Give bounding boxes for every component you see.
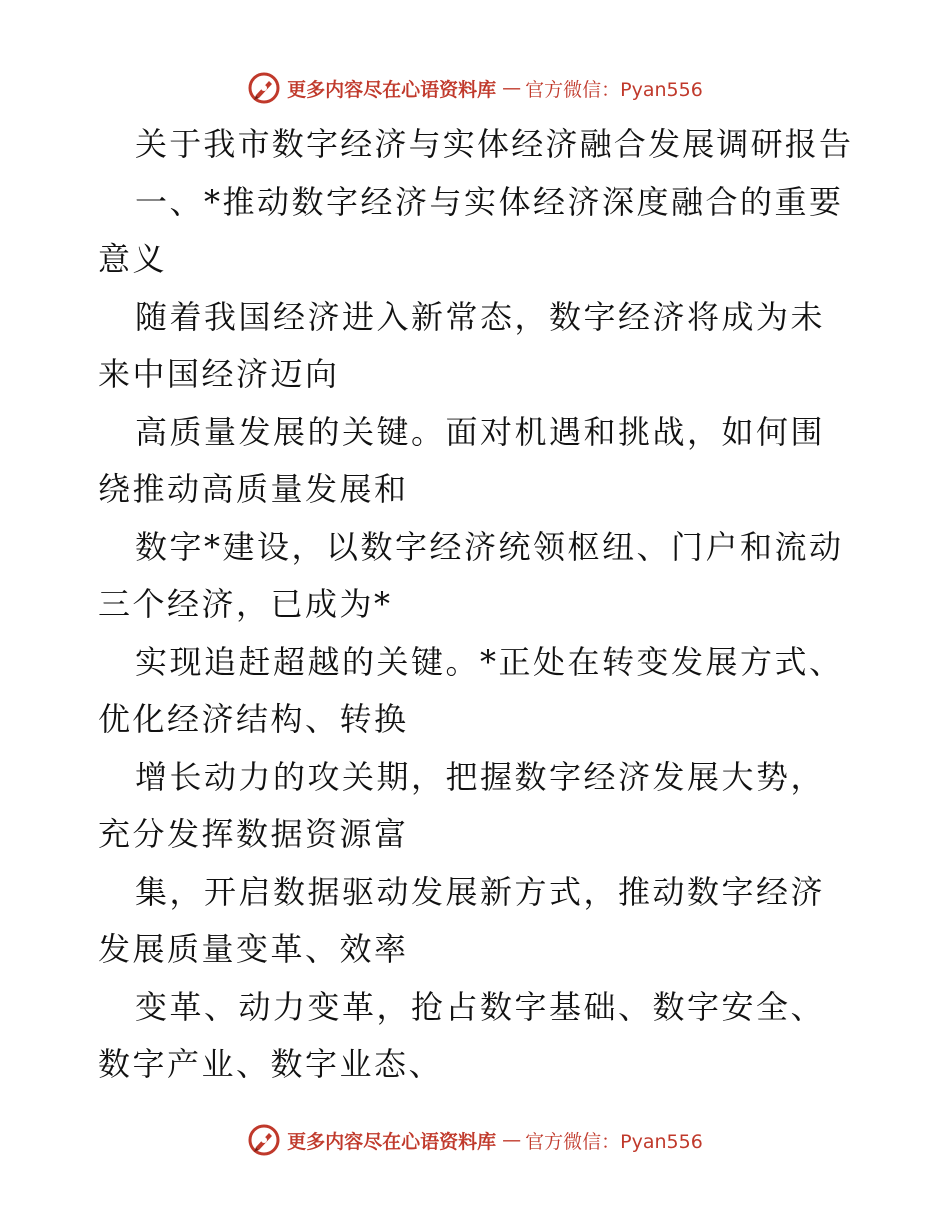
- footer-banner: [0, 1120, 950, 1160]
- header-banner: [0, 68, 950, 108]
- pen-logo-icon: [247, 1123, 281, 1157]
- banner-contact-text: 官方微信：Pyan556: [525, 1130, 703, 1153]
- paragraph: 高质量发展的关键。面对机遇和挑战，如何围绕推动高质量发展和: [98, 412, 826, 508]
- paragraph: 随着我国经济进入新常态，数字经济将成为未来中国经济迈向: [98, 297, 826, 393]
- paragraph: 实现追赶超越的关键。*正处在转变发展方式、优化经济结构、转换: [98, 642, 844, 738]
- document-body: [98, 116, 858, 1094]
- banner-brand-text: 更多内容尽在心语资料库: [287, 78, 497, 101]
- paragraph: 一、*推动数字经济与实体经济深度融合的重要意义: [98, 182, 844, 278]
- banner-separator: —: [502, 1129, 520, 1151]
- banner-contact-text: 官方微信：Pyan556: [525, 78, 703, 101]
- document-title: 关于我市数字经济与实体经济融合发展调研报告: [135, 125, 854, 163]
- banner-separator: —: [502, 77, 520, 99]
- paragraph: 增长动力的攻关期，把握数字经济发展大势，充分发挥数据资源富: [98, 757, 826, 853]
- paragraph: 数字*建设，以数字经济统领枢纽、门户和流动三个经济，已成为*: [98, 527, 844, 623]
- banner-brand-text: 更多内容尽在心语资料库: [287, 1130, 497, 1153]
- pen-logo-icon: [247, 71, 281, 105]
- paragraph: 集，开启数据驱动发展新方式，推动数字经济发展质量变革、效率: [98, 872, 826, 968]
- paragraph: 变革、动力变革，抢占数字基础、数字安全、数字产业、数字业态、: [98, 987, 826, 1083]
